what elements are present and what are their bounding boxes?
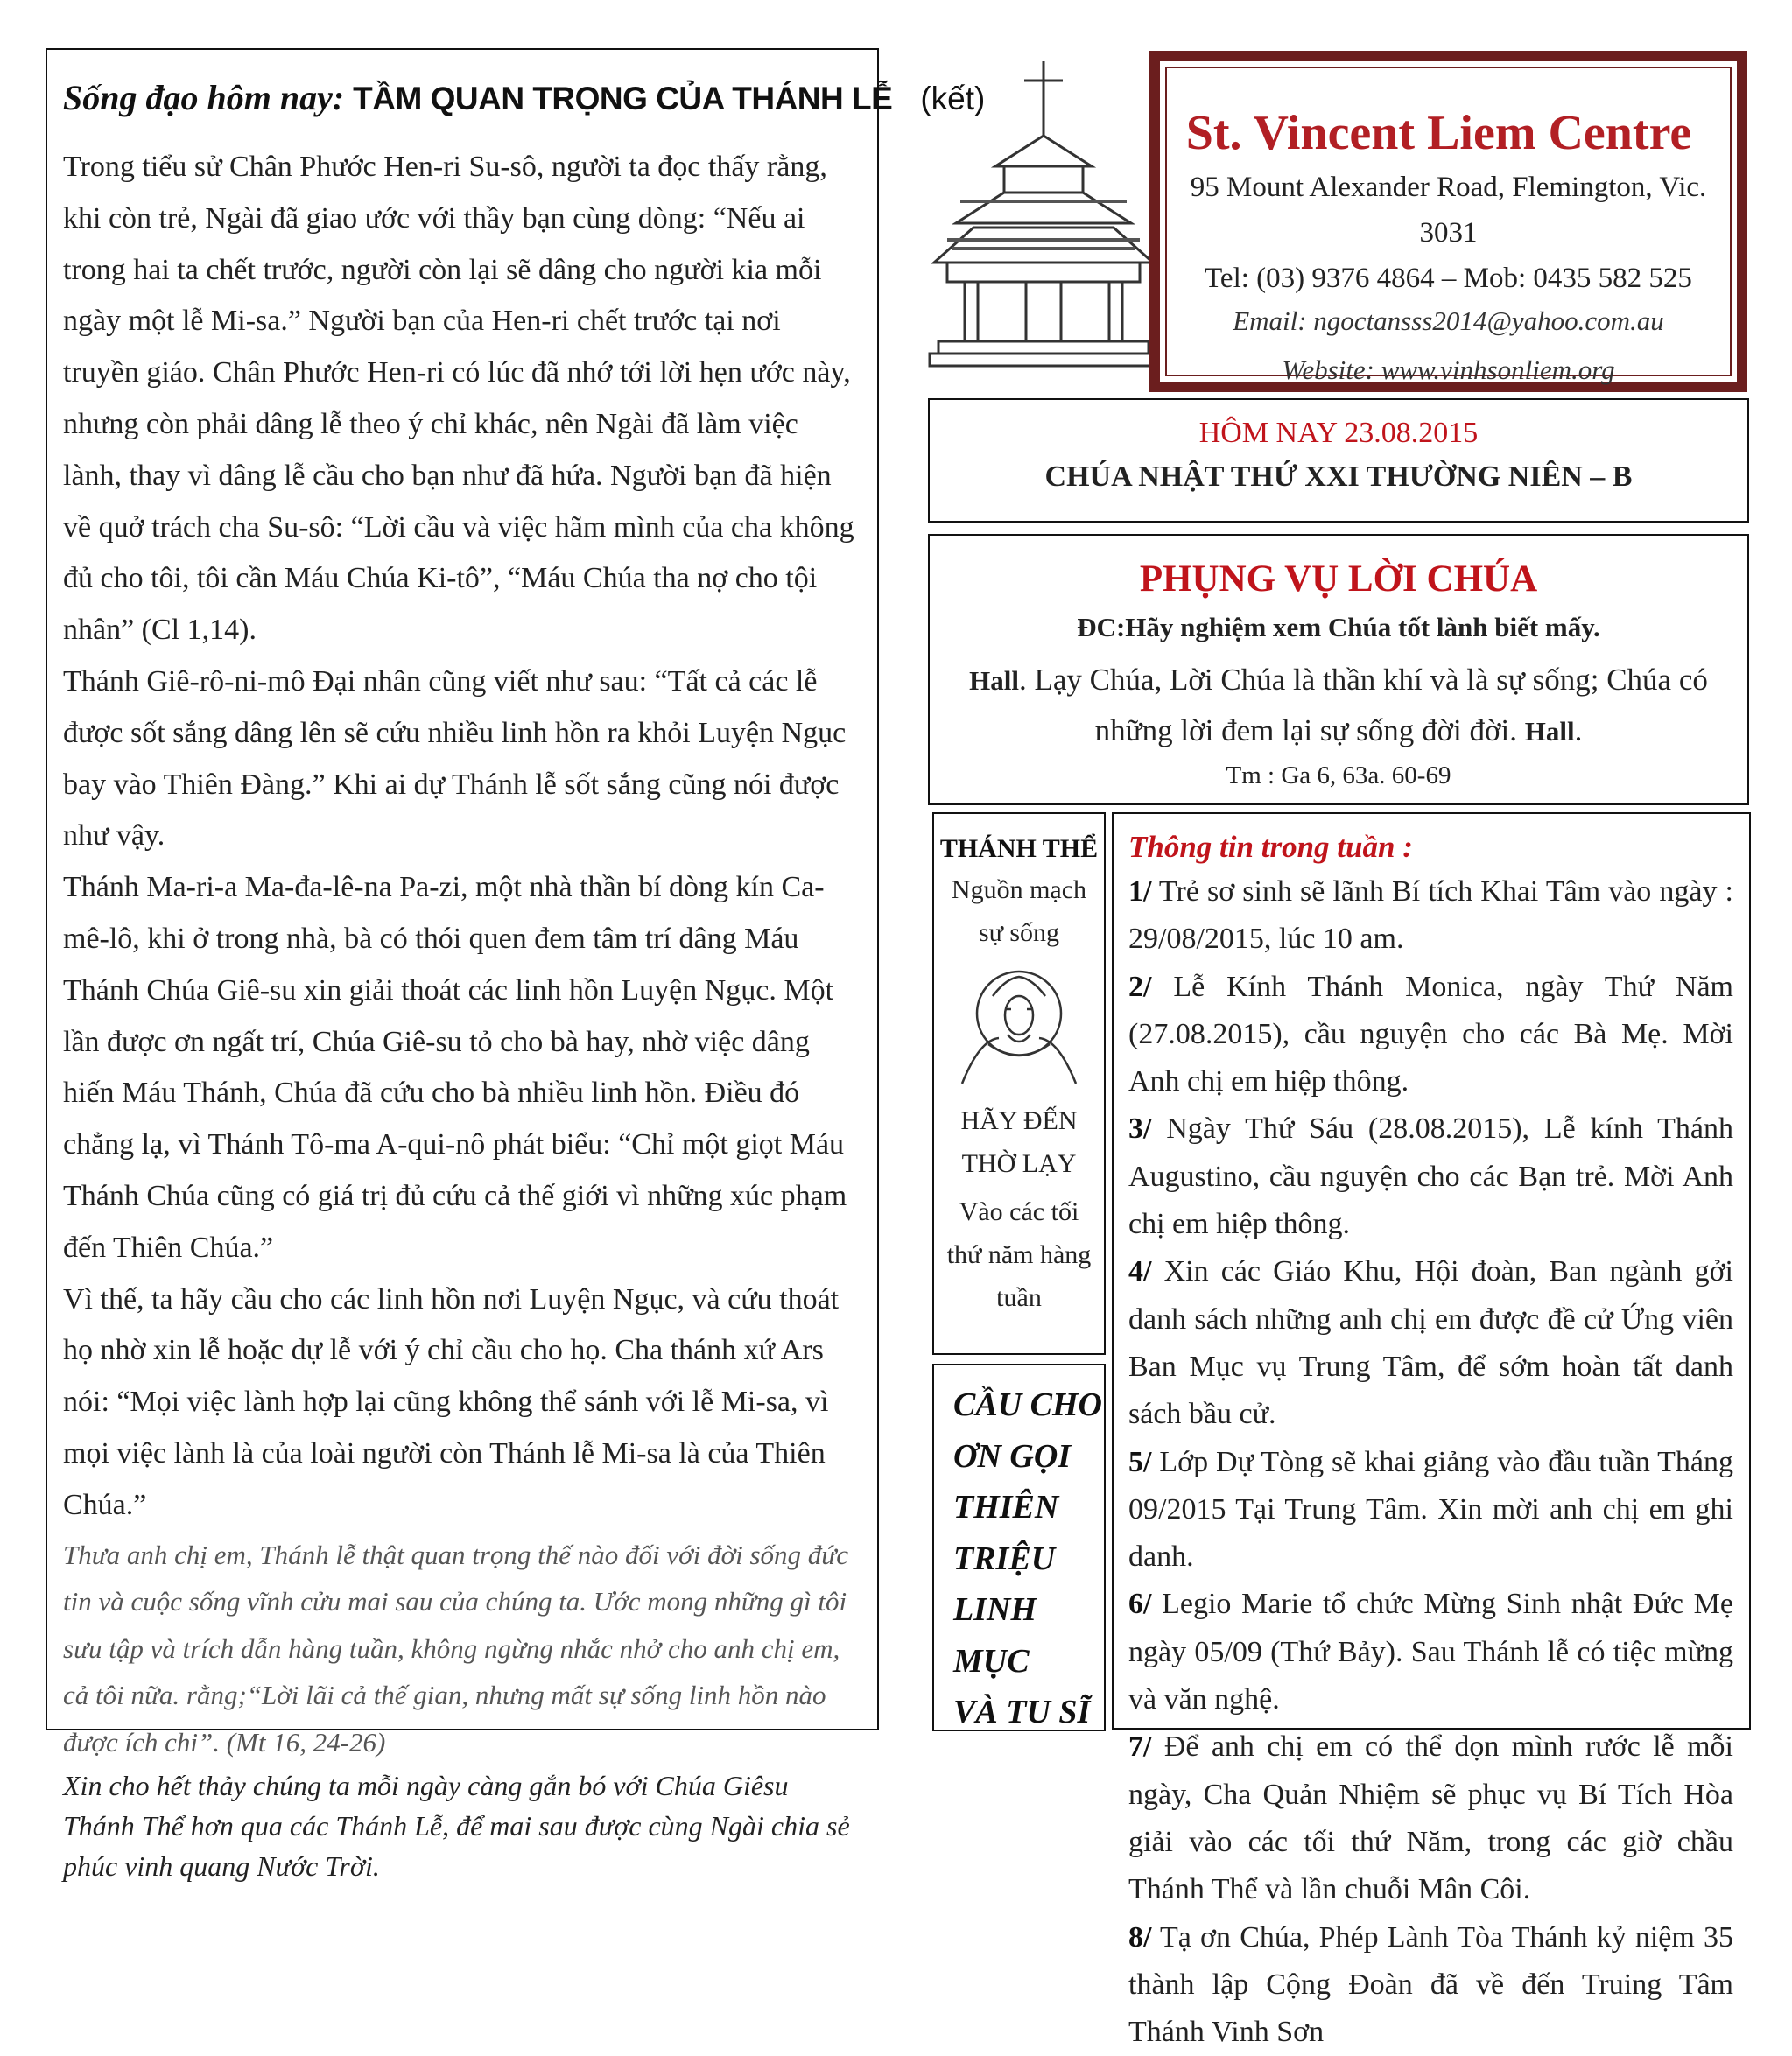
news-item-text: Tạ ơn Chúa, Phép Lành Tòa Thánh kỷ niệm 35 thành lập Cộng Đoàn đã về đến Truing Tâm Thánh Vinh Sơn bbox=[1128, 1920, 1733, 2049]
centre-website: Website: www.vinhsonliem.org bbox=[1282, 354, 1615, 385]
church-pavilion-image bbox=[930, 53, 1157, 375]
article-column bbox=[46, 48, 986, 1883]
news-item-number: 5/ bbox=[1128, 1445, 1152, 1478]
news-item-text: Xin các Giáo Khu, Hội đoàn, Ban ngành gởi danh sách những anh chị em được đề cử Ứng viên Ban Mục vụ Trung Tâm, để sớm hoàn tất danh sách bầu cử. bbox=[1128, 1255, 1733, 1431]
article-paragraph: Thánh Giê-rô-ni-mô Đại nhân cũng viết như sau: “Tất cả các lễ được sốt sắng dâng lên sẽ cứu nhiều linh hồn ra khỏi Luyện Ngục bay vào Thiên Đàng.” Khi ai dự Thánh lễ sốt sắng cũng nói được như vậy. bbox=[63, 664, 847, 853]
date-box bbox=[928, 398, 1749, 523]
weekly-news-title: Thông tin trong tuần : bbox=[1128, 830, 1413, 864]
article-heading-suffix: (kết) bbox=[920, 81, 986, 116]
article-heading-title: TẦM QUAN TRỌNG CỦA THÁNH LỄ bbox=[353, 81, 893, 116]
centre-info-box bbox=[1149, 51, 1747, 392]
news-item bbox=[1128, 868, 1733, 964]
article-heading-prefix: Sống đạo hôm nay: bbox=[63, 78, 345, 117]
eucharist-line: HÃY ĐẾN bbox=[960, 1106, 1078, 1135]
eucharist-line: thứ năm hàng bbox=[946, 1240, 1092, 1269]
date-line: HÔM NAY 23.08.2015 bbox=[1198, 417, 1479, 449]
news-item bbox=[1128, 964, 1733, 1106]
article-closing-paragraph: Xin cho hết thảy chúng ta mỗi ngày càng gắn bó với Chúa Giêsu Thánh Thể hơn qua các Thánh Lễ, để mai sau được cùng Ngài chia sẻ phúc vinh quang Nước Trời. bbox=[63, 1770, 850, 1883]
weekly-news-box bbox=[1112, 812, 1751, 2049]
vocation-line: TRIỆU bbox=[953, 1540, 1056, 1577]
eucharist-line: Vào các tối bbox=[959, 1197, 1079, 1226]
eucharist-title: THÁNH THỂ bbox=[939, 834, 1099, 863]
vocation-prayer-box bbox=[932, 1364, 1106, 1731]
liturgy-alleluia: Hall. Lạy Chúa, Lời Chúa là thần khí và là sự sống; Chúa có những lời đem lại sự sống đời đời. Hall. bbox=[969, 663, 1708, 747]
news-item-text: Legio Marie tổ chức Mừng Sinh nhật Đức Mẹ ngày 05/09 (Thứ Bảy). Sau Thánh lễ có tiệc mừng và văn nghệ. bbox=[1128, 1588, 1733, 1716]
news-item-number: 1/ bbox=[1128, 875, 1152, 908]
vocation-line: THIÊN bbox=[953, 1489, 1059, 1526]
eucharist-line: sự sống bbox=[978, 918, 1060, 947]
vocation-line: ƠN GỌI bbox=[953, 1437, 1072, 1475]
eucharist-jesus-image bbox=[953, 961, 1085, 1092]
news-item-text: Trẻ sơ sinh sẽ lãnh Bí tích Khai Tâm vào ngày : 29/08/2015, lúc 10 am. bbox=[1128, 875, 1733, 956]
centre-address: 95 Mount Alexander Road, Flemington, Vic. 3031 bbox=[1190, 172, 1707, 249]
article-paragraph: Thánh Ma-ri-a Ma-đa-lê-na Pa-zi, một nhà thần bí dòng kín Ca-mê-lô, khi ở trong nhà, bà có thói quen đem tâm trí dâng Máu Thánh Chúa Giê-su xin giải thoát các linh hồn Luyện Ngục. Một lần được ơn ngất trí, Chúa Giê-su tỏ cho bà hay, nhờ việc dâng hiến Máu Thánh, Chúa đã cứu cho bà nhiều linh hồn. Điều đó chẳng lạ, vì Thánh Tô-ma A-qui-nô phát biểu: “Chỉ một giọt Máu Thánh Chúa cũng có giá trị đủ cứu cả thế giới vì những xúc phạm đến Thiên Chúa.” bbox=[63, 871, 847, 1264]
news-item-text: Để anh chị em có thể dọn mình rước lễ mỗi ngày, Cha Quản Nhiệm sẽ phục vụ Bí Tích Hòa giải vào các tối thứ Năm, trong các giờ chầu Thánh Thể và lần chuỗi Mân Côi. bbox=[1128, 1730, 1733, 1906]
liturgy-title: PHỤNG VỤ LỜI CHÚA bbox=[1139, 558, 1538, 600]
vocation-line: CẦU CHO bbox=[953, 1386, 1102, 1423]
eucharist-box bbox=[932, 812, 1106, 1355]
alleluia-label: Hall bbox=[969, 665, 1019, 696]
news-item-text: Lớp Dự Tòng sẽ khai giảng vào đầu tuần Tháng 09/2015 Tại Trung Tâm. Xin mời anh chị em ghi danh. bbox=[1128, 1445, 1733, 1574]
news-item bbox=[1128, 1723, 1733, 1913]
alleluia-text: . Lạy Chúa, Lời Chúa là thần khí và là sự sống; Chúa có những lời đem lại sự sống đời đời. bbox=[1018, 663, 1708, 747]
liturgical-day-title: CHÚA NHẬT THỨ XXI THƯỜNG NIÊN – B bbox=[1044, 460, 1633, 493]
centre-name: St. Vincent Liem Centre bbox=[1185, 106, 1692, 160]
article-paragraph: Trong tiểu sử Chân Phước Hen-ri Su-sô, người ta đọc thấy rằng, khi còn trẻ, Ngài đã giao ước với thầy bạn cùng dòng: “Nếu ai trong hai ta chết trước, người còn lại sẽ dâng cho người kia mỗi ngày một lễ Mi-sa.” Người bạn của Hen-ri chết trước tại nơi truyền giáo. Chân Phước Hen-ri có lúc đã nhớ tới lời hẹn ước này, nhưng còn phải dâng lễ theo ý chỉ khác, nên Ngài đã làm việc lành, thay vì dâng lễ cầu cho bạn như đã hứa. Người bạn đã hiện về quở trách cha Su-sô: “Lời cầu và việc hãm mình của cha không đủ cho tôi, tôi cần Máu Chúa Ki-tô”, “Máu Chúa tha nợ cho tội nhân” (Cl 1,14). bbox=[63, 151, 854, 647]
liturgy-refrain: ĐC:Hãy nghiệm xem Chúa tốt lành biết mấy. bbox=[1077, 612, 1600, 642]
vocation-line: LINH MỤC bbox=[953, 1591, 1037, 1680]
news-item bbox=[1128, 1439, 1733, 1582]
eucharist-line: THỜ LẠY bbox=[961, 1149, 1077, 1178]
news-item-text: Ngày Thứ Sáu (28.08.2015), Lễ kính Thánh Augustino, cầu nguyện cho các Bạn trẻ. Mời Anh chị em hiệp thông. bbox=[1128, 1112, 1733, 1241]
news-item-number: 4/ bbox=[1128, 1255, 1152, 1288]
news-item-number: 7/ bbox=[1128, 1730, 1152, 1764]
news-item-number: 2/ bbox=[1128, 970, 1152, 1003]
eucharist-line: tuần bbox=[996, 1283, 1042, 1312]
alleluia-end: Hall bbox=[1524, 716, 1575, 747]
news-item-text: Lễ Kính Thánh Monica, ngày Thứ Năm (27.08.2015), cầu nguyện cho các Bà Mẹ. Mời Anh chị em hiệp thông. bbox=[1128, 970, 1733, 1098]
centre-info-inner bbox=[1165, 67, 1732, 385]
liturgy-gospel-reference: Tm : Ga 6, 63a. 60-69 bbox=[1226, 761, 1451, 789]
news-item-number: 3/ bbox=[1128, 1112, 1152, 1146]
news-item bbox=[1128, 1105, 1733, 1248]
article-heading bbox=[63, 73, 986, 124]
vocation-line: VÀ TU SĨ bbox=[953, 1694, 1091, 1730]
news-item-number: 6/ bbox=[1128, 1588, 1152, 1621]
news-item-number: 8/ bbox=[1128, 1920, 1152, 1954]
eucharist-line: Nguồn mạch bbox=[951, 875, 1087, 904]
centre-email: Email: ngoctansss2014@yahoo.com.au bbox=[1233, 305, 1664, 336]
liturgy-box bbox=[928, 534, 1749, 805]
centre-phone: Tel: (03) 9376 4864 – Mob: 0435 582 525 bbox=[1205, 263, 1692, 294]
article-italic-paragraph: Thưa anh chị em, Thánh lễ thật quan trọng thế nào đối với đời sống đức tin và cuộc sống vĩnh cửu mai sau của chúng ta. Ước mong những gì tôi sưu tập và trích dẫn hàng tuần, không ngừng nhắc nhở cho anh chị em, cả tôi nữa. rằng;“Lời lãi cả thế gian, nhưng mất sự sống linh hồn nào được ích chi”. (Mt 16, 24-26) bbox=[63, 1539, 848, 1758]
article-paragraph: Vì thế, ta hãy cầu cho các linh hồn nơi Luyện Ngục, và cứu thoát họ nhờ xin lễ hoặc dự lễ với ý chỉ cầu cho họ. Cha thánh xứ Ars nói: “Mọi việc lành hợp lại cũng không thể sánh với lễ Mi-sa, vì mọi việc lành là của loài người còn Thánh lễ Mi-sa là của Thiên Chúa.” bbox=[63, 1282, 840, 1521]
news-item bbox=[1128, 1914, 1733, 2056]
news-item bbox=[1128, 1248, 1733, 1438]
news-item bbox=[1128, 1581, 1733, 1723]
